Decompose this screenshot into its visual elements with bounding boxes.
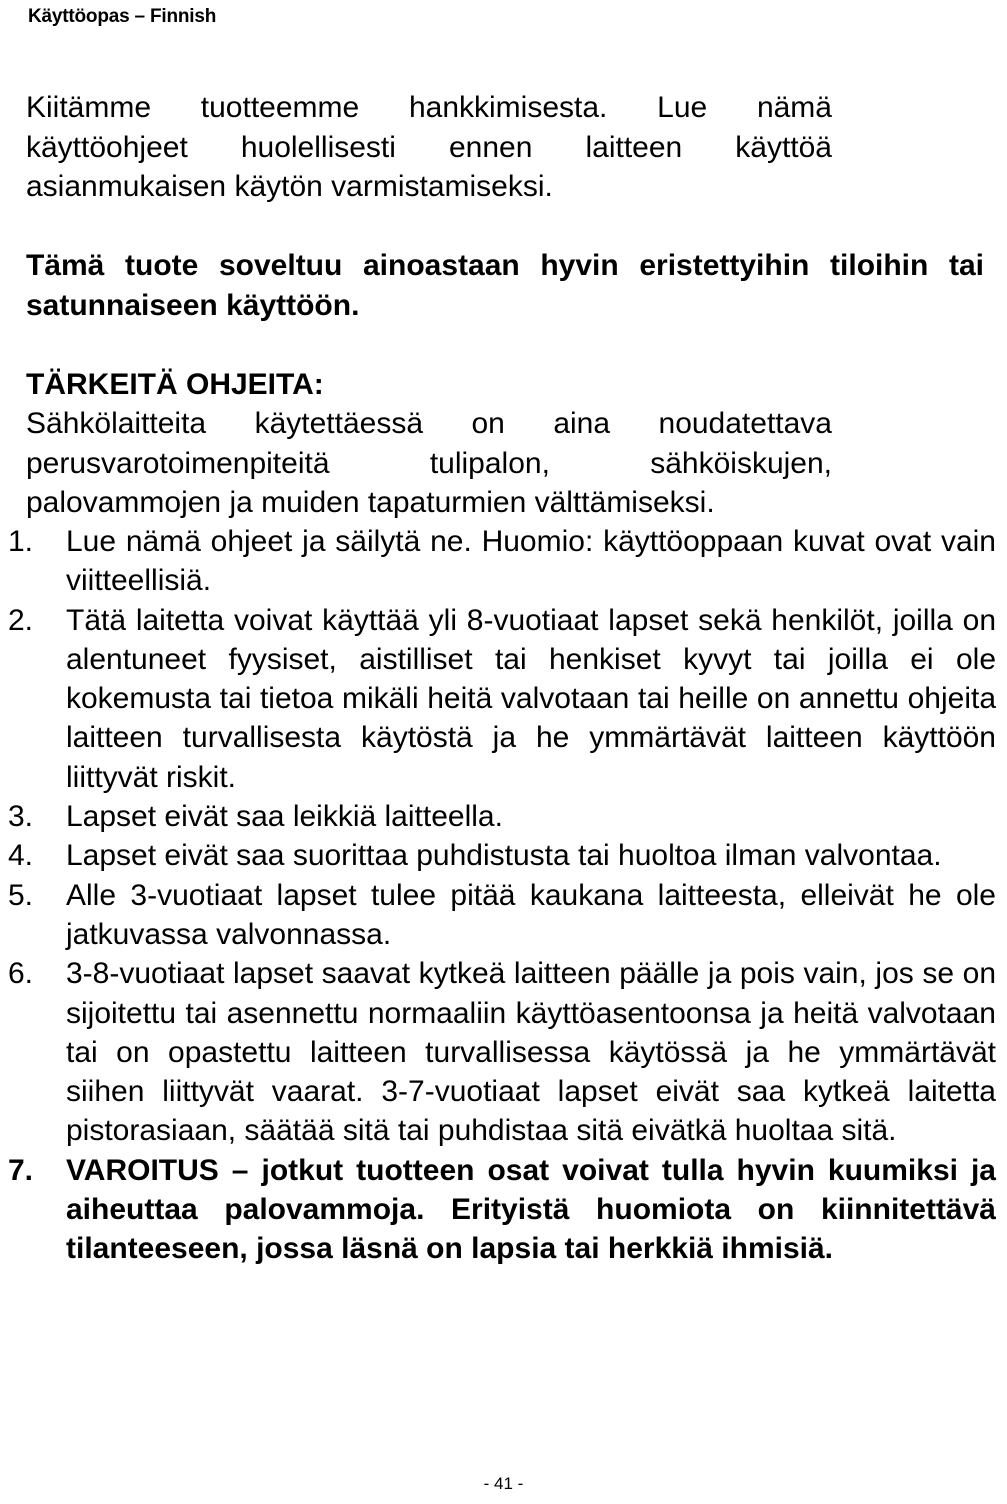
list-item (8, 954, 996, 1150)
list-item-text: Lapset eivät saa leikkiä laitteella. (66, 800, 503, 834)
list-item-number: 7. (8, 1153, 34, 1187)
list-item-number: 5. (8, 878, 34, 912)
list-item-number: 6. (8, 957, 34, 991)
list-item-number: 1. (8, 525, 34, 558)
suitability-notice: Tämä tuote soveltuu ainoastaan hyvin eristettyihin tiloihin tai satunnaiseen käyttöön. (26, 249, 984, 322)
list-item-text: Lapset eivät saa suorittaa puhdistusta tai huoltoa ilman valvontaa. (66, 839, 942, 873)
list-item-number: 3. (8, 800, 34, 834)
list-item (8, 876, 996, 955)
intro-section (26, 88, 984, 523)
spacer (26, 207, 832, 247)
list-item-number: 4. (8, 839, 34, 873)
document-header: Käyttöopas – Finnish (28, 6, 217, 27)
important-heading: TÄRKEITÄ OHJEITA: (26, 367, 324, 401)
list-item (8, 836, 996, 875)
list-item (8, 797, 996, 836)
important-paragraph: Sähkölaitteita käytettäessä on aina noudatettava perusvarotoimenpiteitä tulipalon, sähköiskujen, palovammojen ja muiden tapaturmien välttämiseksi. (26, 407, 832, 519)
list-item-text: Lue nämä ohjeet ja säilytä ne. Huomio: käyttöoppaan kuvat ovat vain viitteellisiä. (66, 525, 996, 598)
list-item-text: Tätä laitetta voivat käyttää yli 8-vuotiaat lapset sekä henkilöt, joilla on alentuneet fyysiset, aistilliset tai henkiset kyvyt tai joilla ei ole kokemusta tai tietoa mikäli heitä valvotaan tai heille on annettu ohjeita laitteen turvallisesta käytöstä ja he ymmärtävät laitteen käyttöön liittyvät riskit. (66, 603, 996, 794)
spacer (26, 325, 832, 365)
list-item (8, 522, 996, 601)
instructions-list (8, 522, 996, 1269)
warning-text: VAROITUS – jotkut tuotteen osat voivat tulla hyvin kuumiksi ja aiheuttaa palovammoja. Erityistä huomiota on kiinnitettävä tilanteeseen, jossa läsnä on lapsia tai herkkiä ihmisiä. (66, 1153, 996, 1266)
list-item-text: Alle 3-vuotiaat lapset tulee pitää kaukana laitteesta, elleivät he ole jatkuvassa valvonnassa. (66, 878, 996, 951)
list-item (8, 601, 996, 797)
intro-thanks-paragraph: Kiitämme tuotteemme hankkimisesta. Lue nämä käyttöohjeet huolellisesti ennen laitteen käyttöä asianmukaisen käytön varmistamiseksi. (26, 91, 832, 203)
page-number: - 41 - (483, 1474, 524, 1493)
list-item-number: 2. (8, 603, 34, 637)
list-item-text: 3-8-vuotiaat lapset saavat kytkeä laitteen päälle ja pois vain, jos se on sijoitettu tai asennettu normaaliin käyttöasentoonsa ja heitä valvotaan tai on opastettu laitteen turvallisessa käytössä ja he ymmärtävät siihen liittyvät vaarat. 3-7-vuotiaat lapset eivät saa kytkeä laitetta pistorasiaan, säätää sitä tai puhdistaa sitä eivätkä huoltaa sitä. (66, 957, 996, 1148)
warning-list-item (8, 1151, 996, 1269)
